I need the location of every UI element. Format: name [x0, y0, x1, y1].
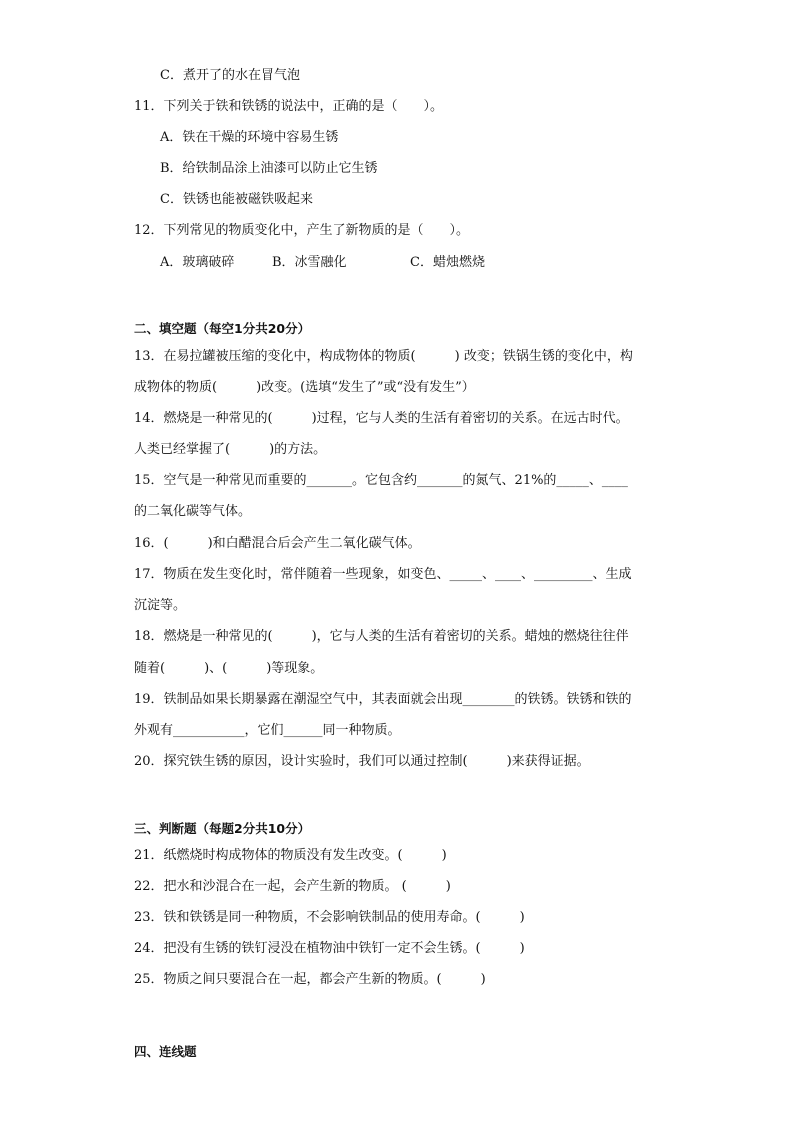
q19-line-1: 19．铁制品如果长期暴露在潮湿空气中，其表面就会出现________的铁锈。铁锈和铁的 — [134, 692, 632, 707]
q17-line-1: 17．物质在发生变化时，常伴随着一些现象，如变色、_____、____、_________、生成 — [134, 567, 632, 582]
q12-option-c: C．蜡烛燃烧 — [410, 255, 485, 270]
q11-option-b: B．给铁制品涂上油漆可以防止它生锈 — [160, 161, 378, 176]
q20: 20．探究铁生锈的原因，设计实验时，我们可以通过控制( )来获得证据。 — [134, 754, 590, 769]
q17-line-2: 沉淀等。 — [134, 598, 187, 613]
q15-line-1: 15．空气是一种常见而重要的_______。它包含约_______的氮气、21%的_____、____ — [134, 473, 628, 488]
q10-option-c: C．煮开了的水在冒气泡 — [160, 68, 300, 83]
q23: 23．铁和铁锈是同一种物质，不会影响铁制品的使用寿命。( ) — [134, 910, 525, 925]
q22: 22．把水和沙混合在一起，会产生新的物质。 ( ) — [134, 879, 451, 894]
q18-line-2: 随着( )、( )等现象。 — [134, 661, 324, 676]
q12-option-b: B．冰雪融化 — [272, 255, 347, 270]
q25: 25．物质之间只要混合在一起，都会产生新的物质。( ) — [134, 972, 486, 987]
q18-line-1: 18．燃烧是一种常见的( )，它与人类的生活有着密切的关系。蜡烛的燃烧往往伴 — [134, 629, 629, 644]
q14-line-2: 人类已经掌握了( )的方法。 — [134, 442, 327, 457]
q21: 21．纸燃烧时构成物体的物质没有发生改变。( ) — [134, 848, 447, 863]
q11-option-c: C．铁锈也能被磁铁吸起来 — [160, 192, 313, 207]
q14-line-1: 14．燃烧是一种常见的( )过程，它与人类的生活有着密切的关系。在远古时代。 — [134, 411, 629, 426]
section-3-title: 三、判断题（每题2分共10分） — [134, 821, 311, 836]
q16: 16．( )和白醋混合后会产生二氧化碳气体。 — [134, 536, 421, 551]
section-4-title: 四、连线题 — [134, 1044, 197, 1059]
q12-option-a: A．玻璃破碎 — [160, 255, 235, 270]
section-2-title: 二、填空题（每空1分共20分） — [134, 321, 311, 336]
q15-line-2: 的二氧化碳等气体。 — [134, 504, 252, 519]
q11-stem: 11．下列关于铁和铁锈的说法中，正确的是（ ）。 — [134, 99, 444, 114]
q13-line-1: 13．在易拉罐被压缩的变化中，构成物体的物质( ) 改变；铁锅生锈的变化中，构 — [134, 349, 633, 364]
q24: 24．把没有生锈的铁钉浸没在植物油中铁钉一定不会生锈。( ) — [134, 941, 525, 956]
q11-option-a: A．铁在干燥的环境中容易生锈 — [160, 130, 339, 145]
q19-line-2: 外观有___________，它们______同一种物质。 — [134, 723, 401, 738]
q13-line-2: 成物体的物质( )改变。(选填“发生了”或“没有发生”） — [134, 380, 475, 395]
q12-stem: 12．下列常见的物质变化中，产生了新物质的是（ ）。 — [134, 223, 470, 238]
